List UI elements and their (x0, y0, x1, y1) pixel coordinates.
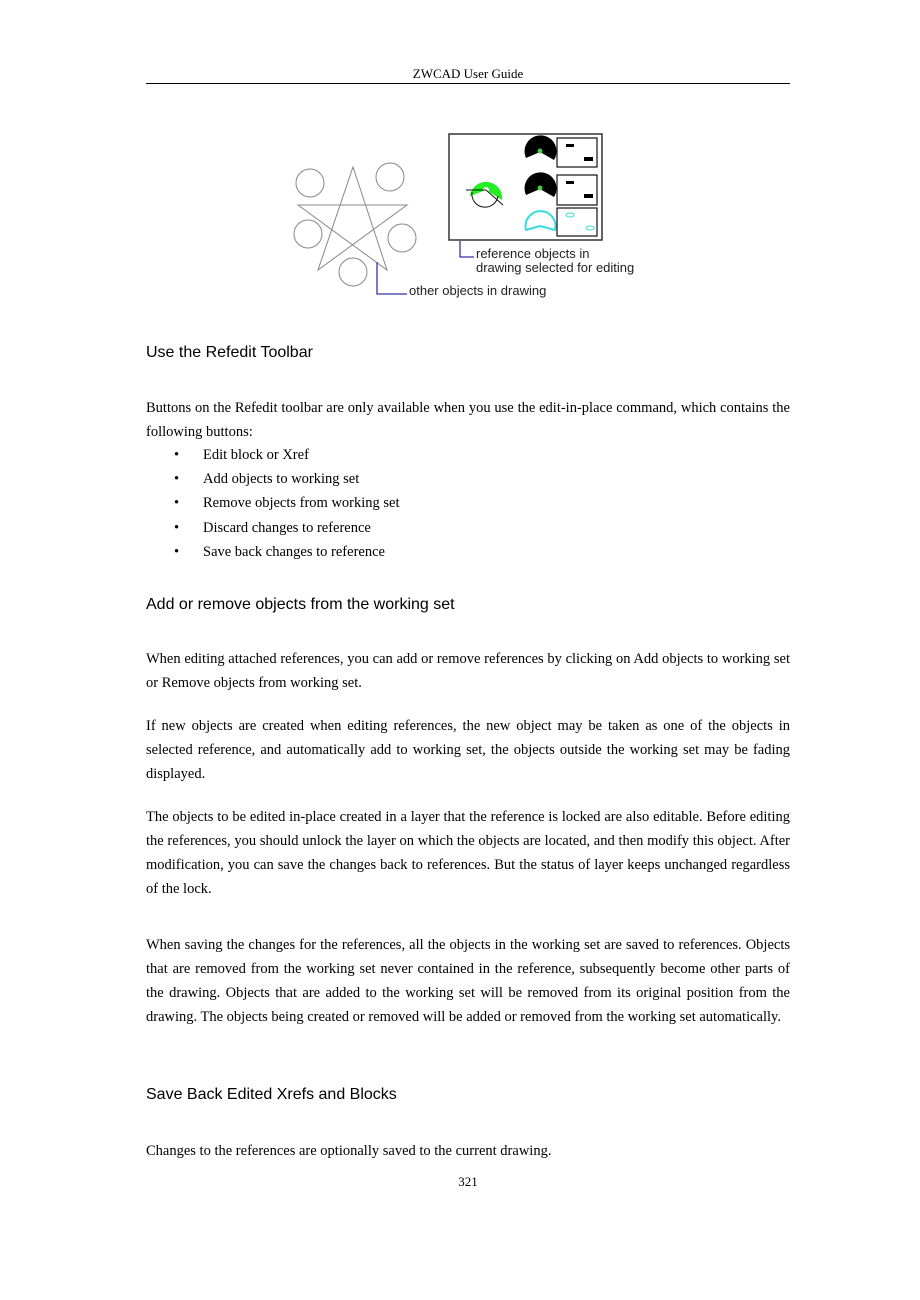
figure-label: reference objects in (476, 246, 590, 261)
circle-object (388, 224, 416, 252)
circle-object (296, 169, 324, 197)
cyan-sector (526, 211, 556, 230)
paragraph: Buttons on the Refedit toolbar are only available when you use the edit-in-place command, which contains the following buttons: (146, 400, 790, 440)
circle-object (339, 258, 367, 286)
section-heading: Save Back Edited Xrefs and Blocks (146, 1086, 397, 1103)
black-sector (525, 135, 557, 160)
list-item: • Remove objects from working set (146, 491, 400, 515)
circle-object (376, 163, 404, 191)
list-item: • Add objects to working set (146, 467, 400, 491)
header-rule (146, 83, 790, 84)
paragraph: When saving the changes for the references, all the objects in the working set are saved to references. Objects that are removed from the working set never contained in the reference, subsequently become other parts of the drawing. Objects that are added to the working set will be removed from its original position from the drawing. The objects being created or removed will be added or removed from the working set automatically. (146, 937, 790, 1025)
paragraph: Changes to the references are optionally saved to the current drawing. (146, 1143, 552, 1159)
figure-label: other objects in drawing (409, 283, 547, 298)
button-list (146, 443, 400, 564)
paragraph: If new objects are created when editing references, the new object may be taken as one of the objects in selected reference, and automatically add to working set, the objects outside the working set may be fading displayed. (146, 718, 790, 782)
paragraph: When editing attached references, you can add or remove references by clicking on Add objects to working set or Remove objects from working set. (146, 651, 790, 691)
leader-line (460, 241, 474, 257)
section-heading: Use the Refedit Toolbar (146, 344, 313, 361)
paragraph: The objects to be edited in-place created in a layer that the reference is locked are also editable. Before editing the references, you should unlock the layer on which the objects are located, and then modify this object. After modification, you can save the changes back to references. But the status of layer keeps unchanged regardless of the lock. (146, 809, 790, 897)
running-header: ZWCAD User Guide (412, 66, 524, 81)
page-number: 321 (458, 1174, 478, 1189)
section-heading: Add or remove objects from the working set (146, 596, 455, 613)
list-item: • Discard changes to reference (146, 516, 400, 540)
black-sector (525, 172, 557, 197)
circle-object (294, 220, 322, 248)
list-item: • Save back changes to reference (146, 540, 400, 564)
refedit-figure (280, 125, 650, 305)
leader-line (377, 262, 407, 294)
figure-label: drawing selected for editing (476, 260, 635, 275)
star-object (298, 167, 407, 270)
list-item: • Edit block or Xref (146, 443, 400, 467)
